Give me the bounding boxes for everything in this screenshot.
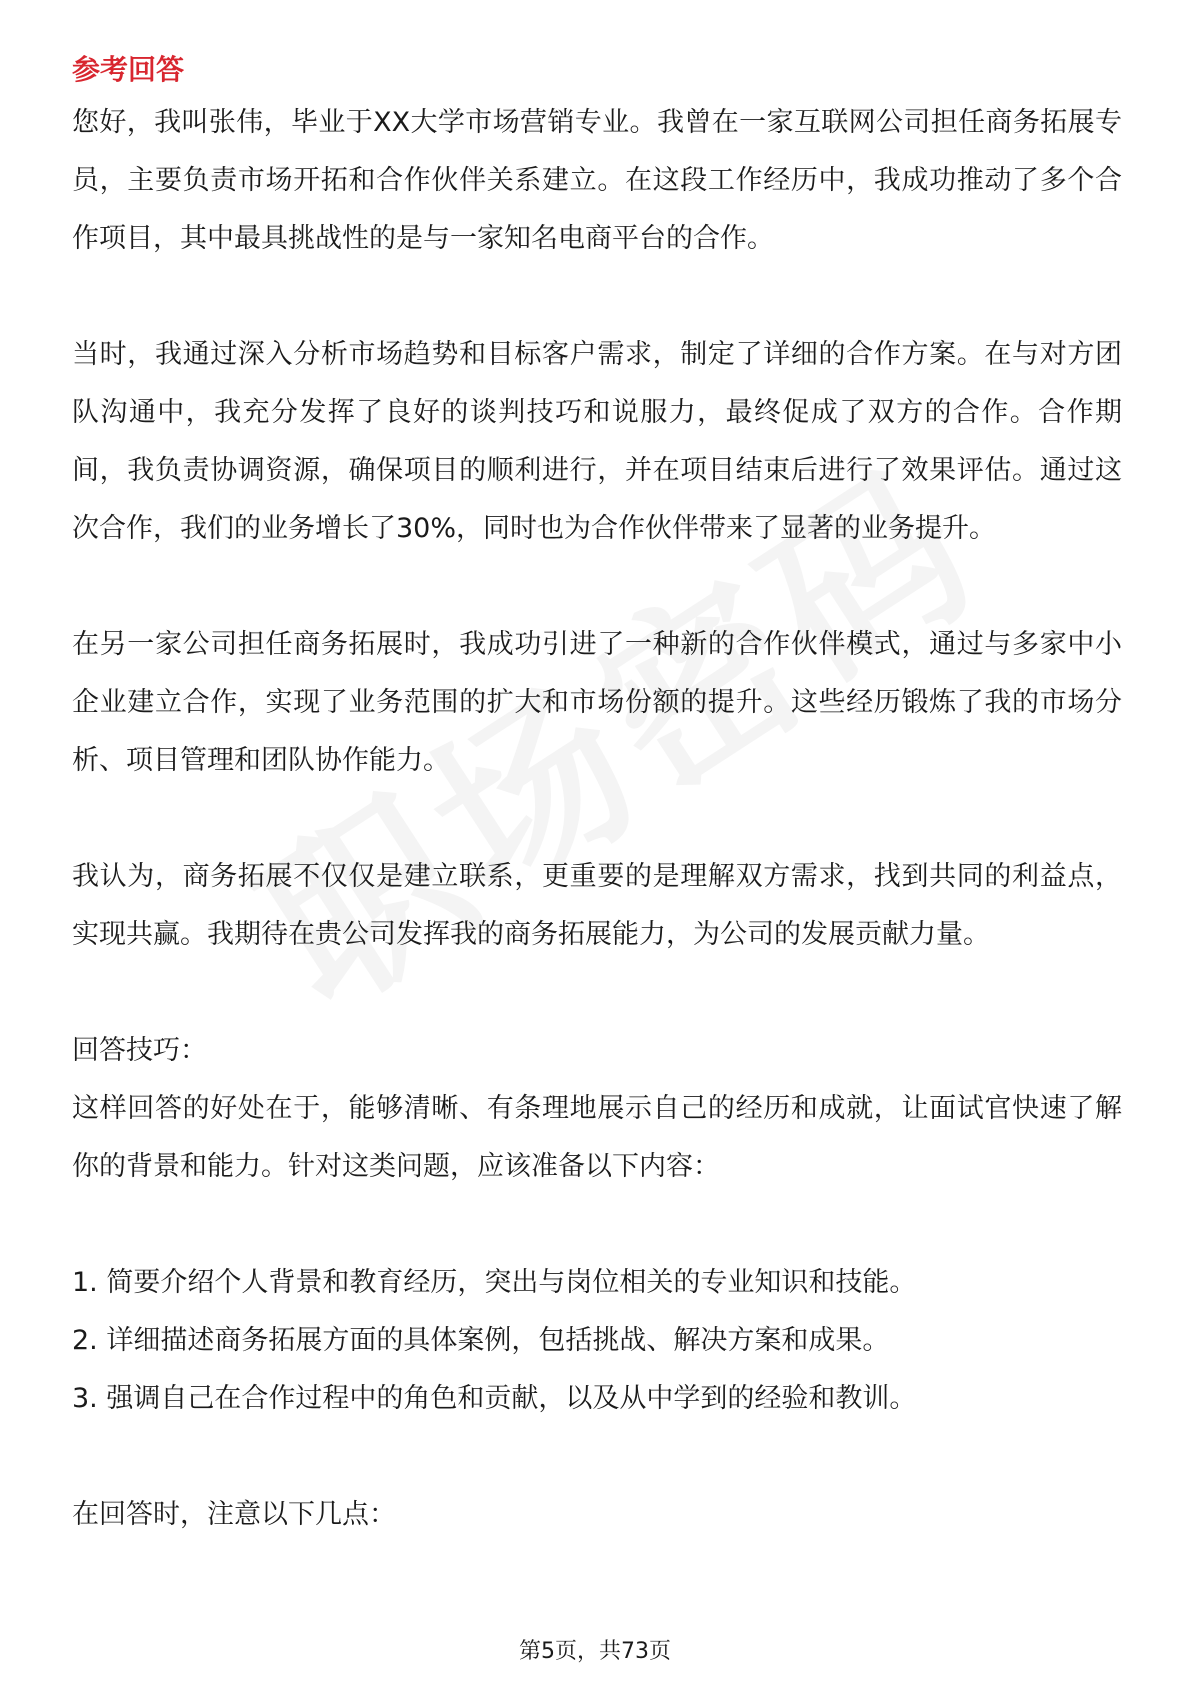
tips-list-item: 1. 简要介绍个人背景和教育经历，突出与岗位相关的专业知识和技能。	[72, 1267, 917, 1298]
section-heading: 参考回答	[72, 53, 185, 86]
page-footer: 第5页，共73页	[519, 1639, 671, 1664]
paragraph-conclusion: 我认为，商务拓展不仅仅是建立联系，更重要的是理解双方需求，找到共同的利益点，实现共赢。我期待在贵公司发挥我的商务拓展能力，为公司的发展贡献力量。	[72, 861, 1122, 950]
paragraph-intro: 您好，我叫张伟，毕业于XX大学市场营销专业。我曾在一家互联网公司担任商务拓展专员，主要负责市场开拓和合作伙伴关系建立。在这段工作经历中，我成功推动了多个合作项目，其中最具挑战性的是与一家知名电商平台的合作。	[72, 107, 1122, 254]
paragraph-experience: 在另一家公司担任商务拓展时，我成功引进了一种新的合作伙伴模式，通过与多家中小企业建立合作，实现了业务范围的扩大和市场份额的提升。这些经历锻炼了我的市场分析、项目管理和团队协作能力。	[72, 629, 1122, 776]
tips-title: 回答技巧：	[72, 1035, 207, 1066]
tips-list-item: 3. 强调自己在合作过程中的角色和贡献，以及从中学到的经验和教训。	[72, 1383, 917, 1414]
document-content	[72, 46, 1122, 1544]
tips-intro: 这样回答的好处在于，能够清晰、有条理地展示自己的经历和成就，让面试官快速了解你的背景和能力。针对这类问题，应该准备以下内容：	[72, 1093, 1122, 1182]
notes-title: 在回答时，注意以下几点：	[72, 1499, 396, 1530]
paragraph-case: 当时，我通过深入分析市场趋势和目标客户需求，制定了详细的合作方案。在与对方团队沟通中，我充分发挥了良好的谈判技巧和说服力，最终促成了双方的合作。合作期间，我负责协调资源，确保项目的顺利进行，并在项目结束后进行了效果评估。通过这次合作，我们的业务增长了30%，同时也为合作伙伴带来了显著的业务提升。	[72, 339, 1122, 544]
tips-list-item: 2. 详细描述商务拓展方面的具体案例，包括挑战、解决方案和成果。	[72, 1325, 890, 1356]
